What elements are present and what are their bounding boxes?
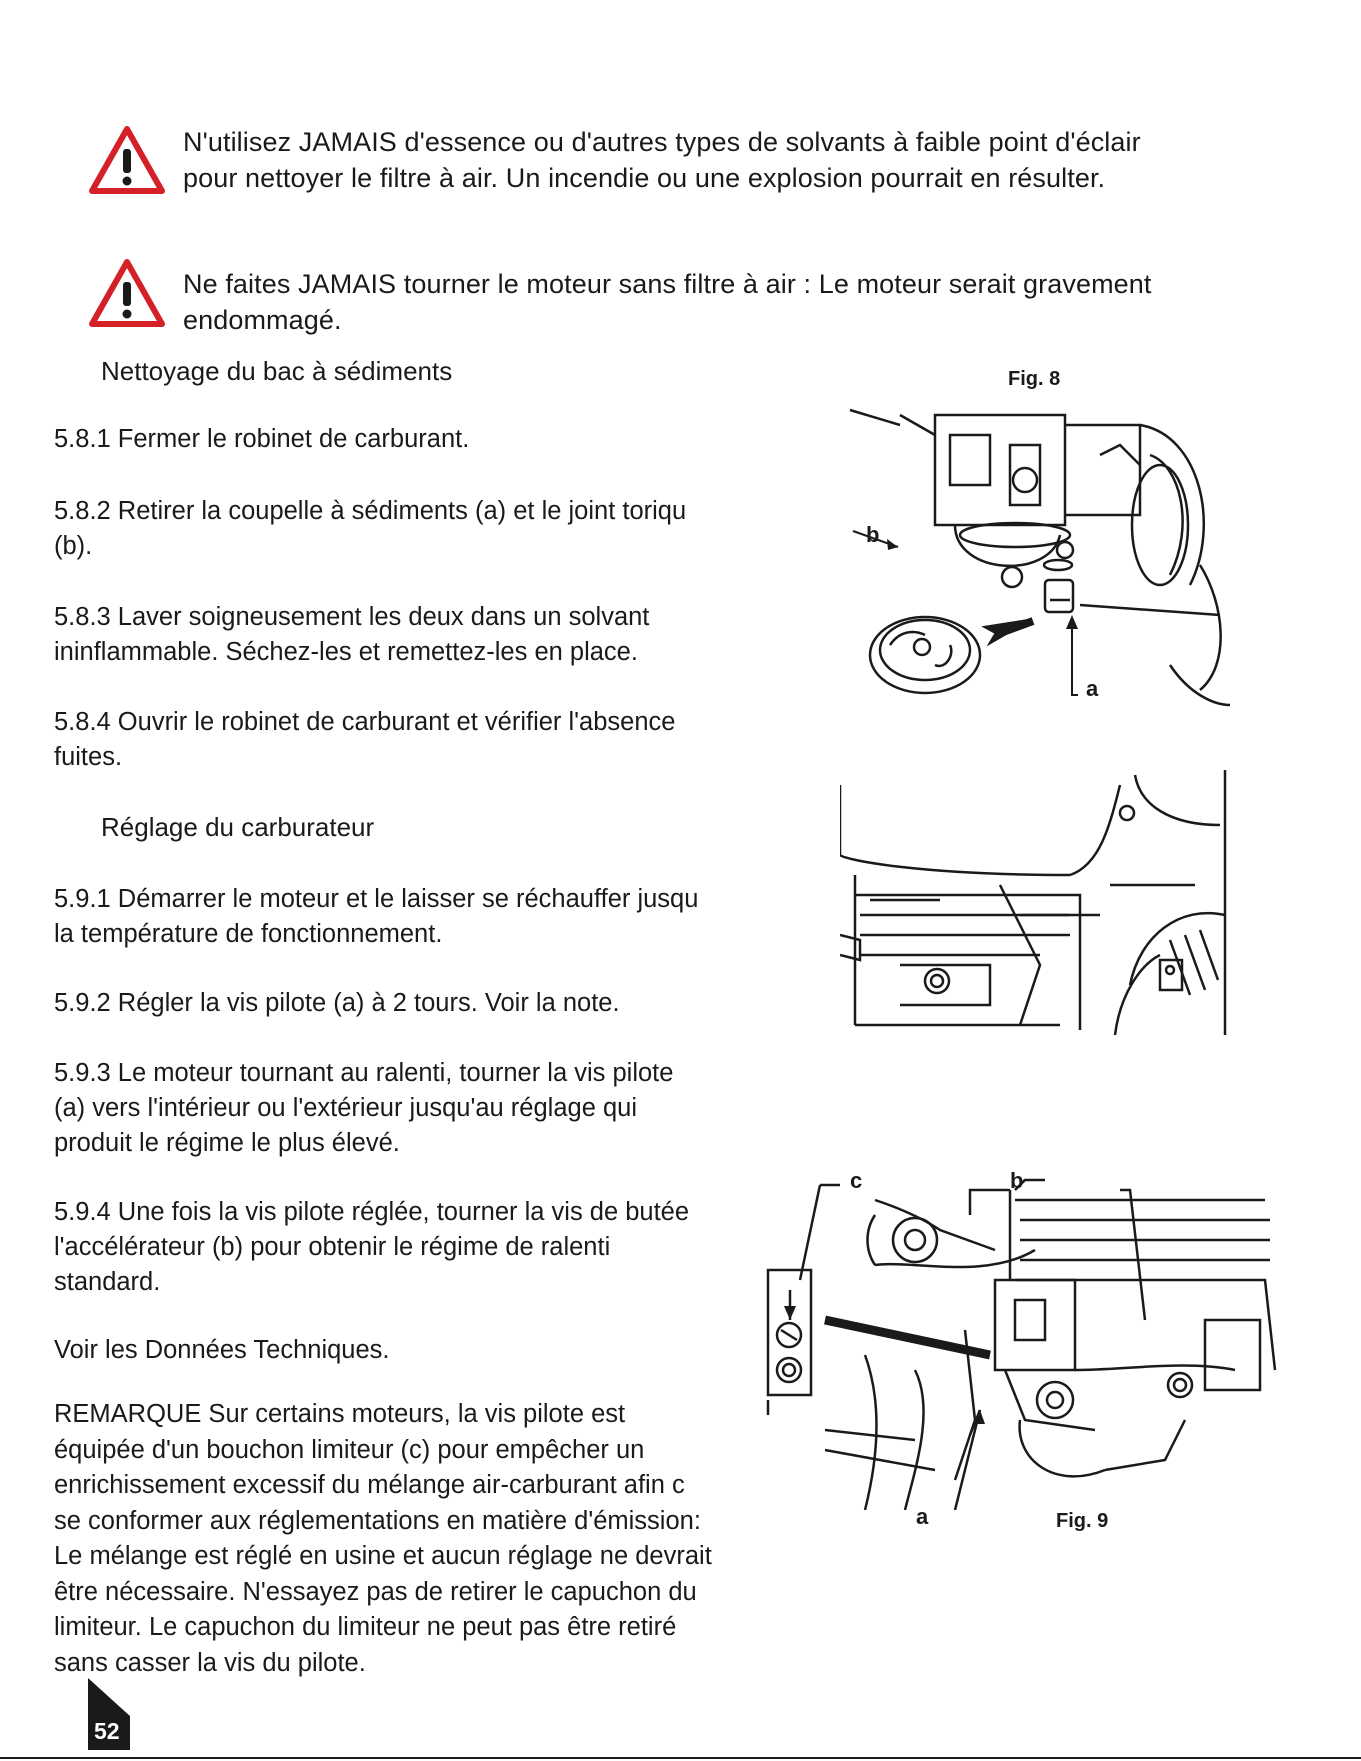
fig-9-label: Fig. 9: [1056, 1510, 1109, 1532]
section-heading-carburetor: Réglage du carburateur: [101, 812, 375, 842]
step-5-8-4: 5.8.4 Ouvrir le robinet de carburant et vérifier l'absence fuites.: [54, 708, 676, 771]
fig-8-callout-b: b: [866, 522, 880, 547]
fig-8-callout-a: a: [1086, 676, 1099, 701]
see-technical-data: Voir les Données Techniques.: [54, 1336, 390, 1364]
section-heading-sediment: Nettoyage du bac à sédiments: [101, 356, 453, 386]
footer-rule: [0, 1757, 1361, 1759]
fig-9-callout-c: c: [850, 1168, 863, 1193]
step-5-8-2: 5.8.2 Retirer la coupelle à sédiments (a) et le joint toriqu (b).: [54, 497, 687, 560]
warning-2-text: Ne faites JAMAIS tourner le moteur sans filtre à air : Le moteur serait gravement endommagé.: [183, 269, 1152, 335]
fig-9-carburetor-illustration: [765, 1170, 1285, 1510]
warning-1-text: N'utilisez JAMAIS d'essence ou d'autres types de solvants à faible point d'éclair pour nettoyer le filtre à air. Un incendie ou une explosion pourrait en résulter.: [183, 127, 1141, 193]
warning-triangle-icon: [88, 125, 166, 195]
step-5-9-4: 5.9.4 Une fois la vis pilote réglée, tourner la vis de butée l'accélérateur (b) pour obtenir le régime de ralenti standard.: [54, 1198, 690, 1296]
step-5-8-3: 5.8.3 Laver soigneusement les deux dans un solvant ininflammable. Séchez-les et remettez-les en place.: [54, 603, 650, 666]
note-remarque: REMARQUE Sur certains moteurs, la vis pilote est équipée d'un bouchon limiteur (c) pour empêcher un enrichissement excessif du mélange air-carburant afin c se conformer aux réglementations en matière d'émission: Le mélange est réglé en usine et aucun réglage ne devrait être nécessaire. N'essayez pas de retirer le capuchon du limiteur. Le capuchon du limiteur ne peut pas être retiré sans casser la vis du pilote.: [54, 1400, 712, 1677]
warning-triangle-icon: [88, 258, 166, 328]
step-5-9-3: 5.9.3 Le moteur tournant au ralenti, tourner la vis pilote (a) vers l'intérieur ou l'extérieur jusqu'au réglage qui produit le régime le plus élevé.: [54, 1059, 674, 1157]
engine-side-illustration: [840, 765, 1235, 1040]
fig-8-label: Fig. 8: [1008, 368, 1061, 390]
step-5-9-1: 5.9.1 Démarrer le moteur et le laisser se réchauffer jusqu la température de fonctionnement.: [54, 885, 699, 948]
page-number: 52: [94, 1718, 120, 1744]
step-5-9-2: 5.9.2 Régler la vis pilote (a) à 2 tours. Voir la note.: [54, 989, 620, 1017]
fig-9-callout-b: b: [1010, 1168, 1024, 1193]
step-5-8-1: 5.8.1 Fermer le robinet de carburant.: [54, 425, 470, 453]
fig-8-sediment-bowl-illustration: [840, 405, 1230, 740]
fig-9-callout-a: a: [916, 1504, 929, 1529]
